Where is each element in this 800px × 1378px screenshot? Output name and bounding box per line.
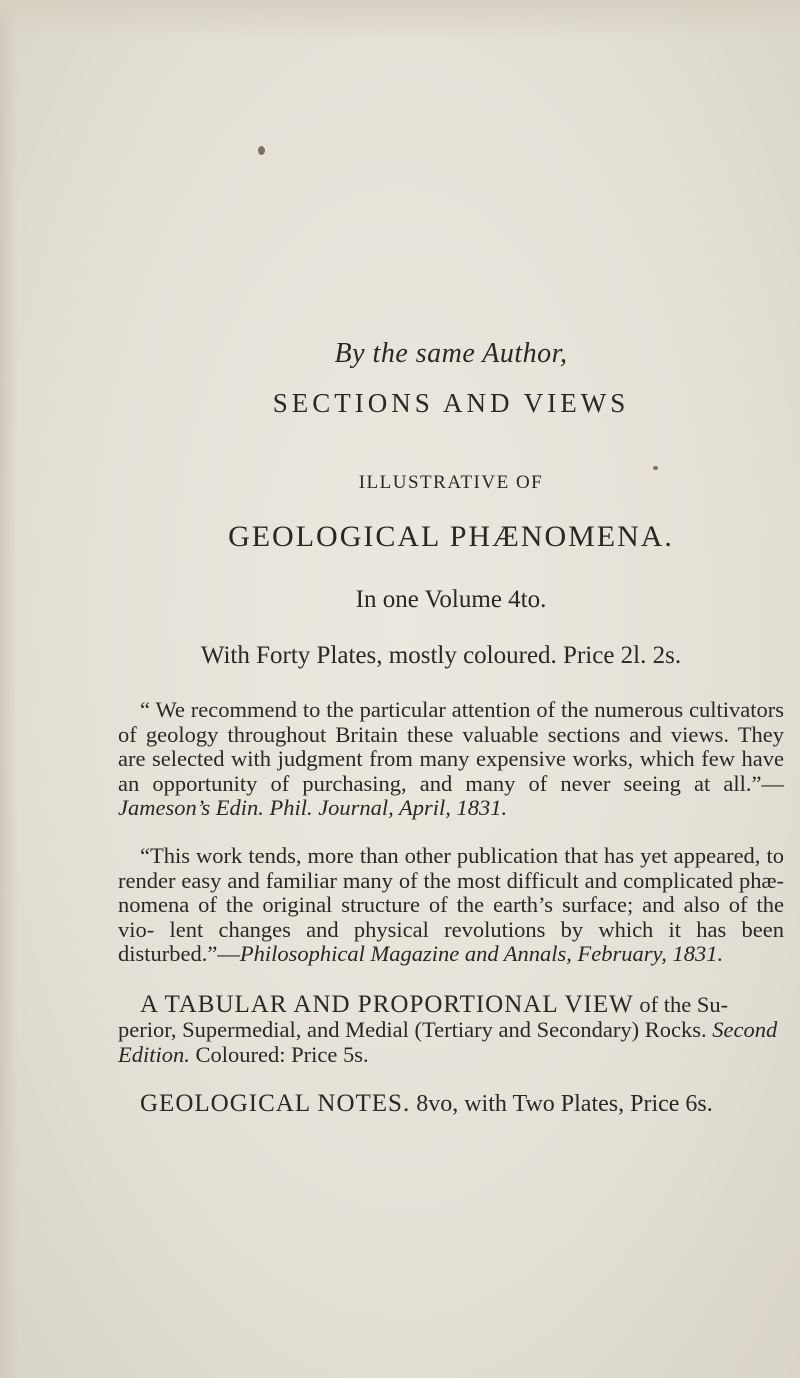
subtitle-illustrative: ILLUSTRATIVE OF (358, 472, 544, 493)
listing-title: GEOLOGICAL NOTES. (140, 1090, 411, 1117)
listing-text: 8vo, with Two Plates, Price 6s. (410, 1091, 713, 1117)
plates-price-line: With Forty Plates, mostly coloured. Price 2l. 2s. (200, 642, 682, 669)
review-source: Philosophical Magazine and Annals, February, 1831. (239, 941, 724, 966)
edition-label: Second Edition. (118, 1017, 778, 1067)
listing-title: A TABULAR AND PROPORTIONAL VIEW (140, 991, 634, 1018)
review-text: “ We recommend to the particular attention of the numerous cultivators of geology throughout Britain these valuable sections and views. They are selected with judgment from many expensive works, which few have an opportunity of purchasing, and many of never seeing at all.”— (118, 697, 784, 796)
by-line: By the same Author, (334, 338, 568, 369)
listing-price: Coloured: Price 5s. (189, 1042, 369, 1067)
review-source: Jameson’s Edin. Phil. Journal, April, 1831. (118, 795, 508, 820)
subject-title: GEOLOGICAL PHÆNOMENA. (228, 520, 674, 553)
volume-line: In one Volume 4to. (355, 586, 547, 613)
page-top-shadow (0, 0, 800, 40)
listing-text: of the Su- perior, Supermedial, and Medial (Tertiary and Secondary) Rocks. (118, 992, 729, 1042)
geological-notes-listing (118, 1090, 784, 1118)
book-title: SECTIONS AND VIEWS (272, 388, 630, 418)
review-quote-1 (118, 698, 784, 821)
page-edge-shadow (0, 0, 18, 1378)
review-quote-2 (118, 844, 784, 967)
tabular-view-listing (118, 992, 784, 1067)
review-text: “This work tends, more than other publication that has yet appeared, to render easy and familiar many of the most difficult and complicated phæ- nomena of the original structure of the earth’s surface; and also of the vio- lent changes and physical revolutions by which it has been disturbed.”— (118, 843, 784, 966)
foxing-spot (653, 466, 658, 470)
foxing-spot (258, 146, 265, 155)
